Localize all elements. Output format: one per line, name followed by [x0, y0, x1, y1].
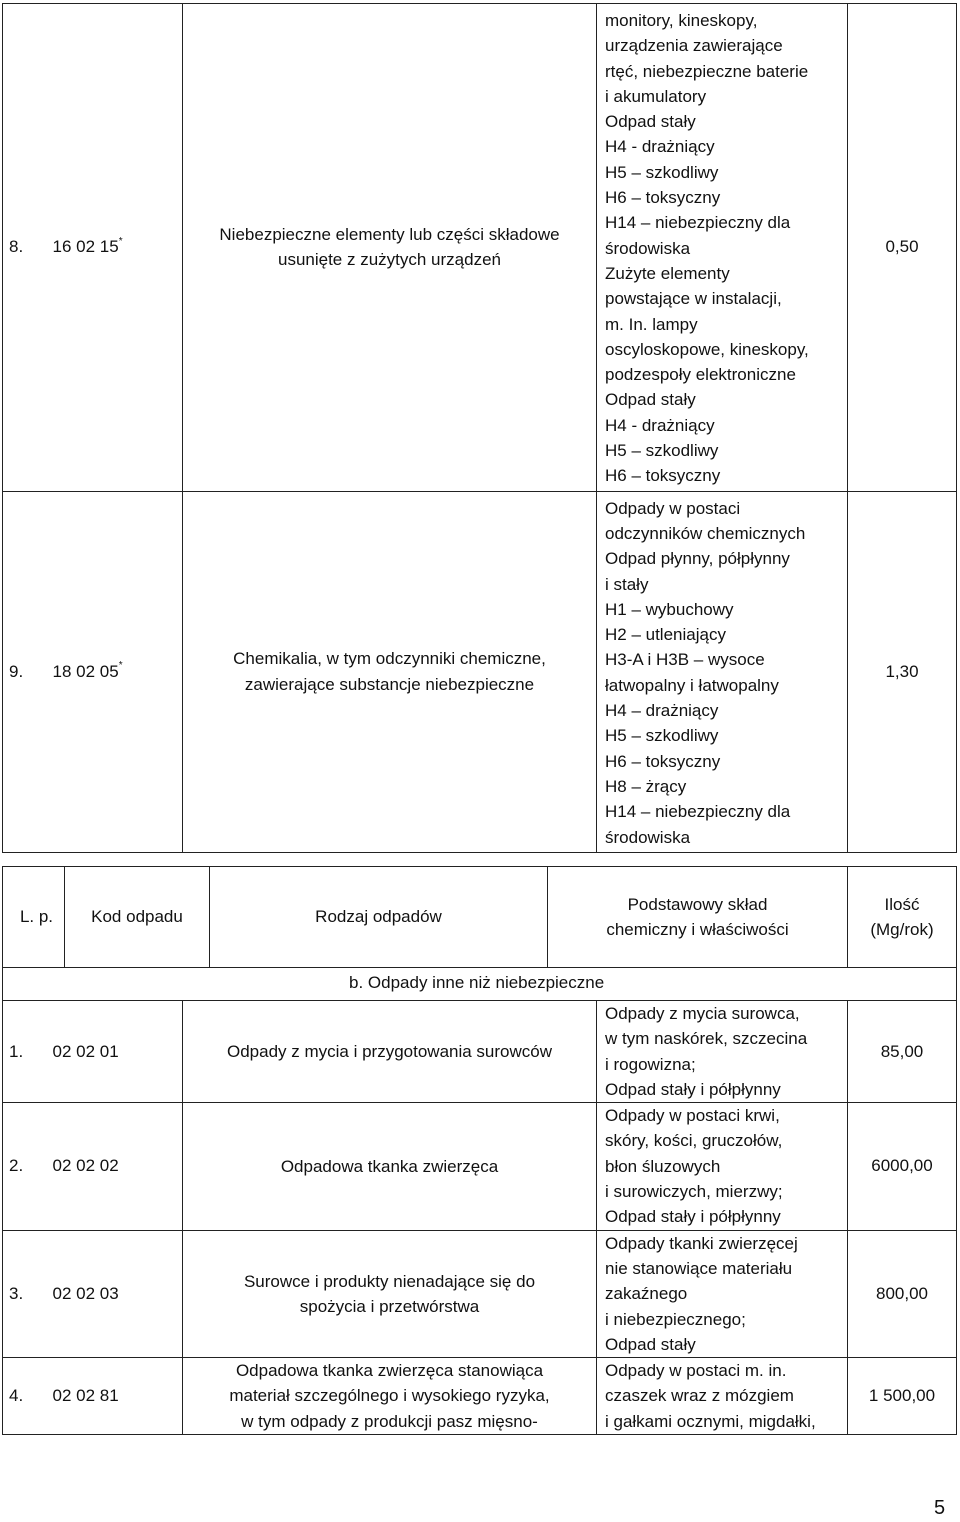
property-line: Odpad stały: [605, 112, 696, 132]
header-lp: L. p.: [3, 867, 65, 968]
property-line: Odpad stały i półpłynny: [605, 1207, 781, 1227]
hazardous-waste-table: [2, 3, 957, 853]
header-props-line: chemiczny i właściwości: [606, 920, 789, 939]
row-waste-type: [183, 1230, 597, 1357]
row-code: [49, 1001, 183, 1103]
property-line: rtęć, niebezpieczne baterie: [605, 61, 809, 81]
row-waste-type: [183, 1103, 597, 1230]
property-line: H3-A i H3B – wysoce: [605, 650, 765, 670]
row-properties: [597, 1230, 848, 1357]
property-line: Odpad stały: [605, 390, 696, 410]
row-quantity: 85,00: [848, 1001, 957, 1103]
property-line: i gałkami ocznymi, migdałki,: [605, 1411, 816, 1431]
property-line: powstające w instalacji,: [605, 289, 782, 309]
property-line: w tym naskórek, szczecina: [605, 1029, 808, 1049]
property-line: podzespoły elektroniczne: [605, 365, 796, 385]
property-line: czaszek wraz z mózgiem: [605, 1386, 794, 1406]
row-code: [49, 1230, 183, 1357]
property-line: Odpady w postaci m. in.: [605, 1361, 787, 1381]
waste-type-line: Niebezpieczne elementy lub części składowe: [219, 225, 560, 245]
property-line: H1 – wybuchowy: [605, 599, 734, 619]
row-lp: 1.: [3, 1001, 49, 1103]
property-line: Odpady w postaci krwi,: [605, 1106, 780, 1126]
property-line: H5 – szkodliwy: [605, 162, 719, 182]
property-line: Zużyte elementy: [605, 263, 730, 283]
header-qty-line: Ilość: [884, 894, 920, 914]
hazard-mark: *: [118, 235, 123, 247]
property-line: błon śluzowych: [605, 1156, 721, 1176]
table-row: [3, 1358, 957, 1435]
row-quantity: 0,50: [848, 4, 957, 492]
property-line: środowiska: [605, 827, 691, 847]
waste-type-line: Odpadowa tkanka zwierzęca stanowiąca: [235, 1361, 544, 1381]
property-line: odczynników chemicznych: [605, 523, 806, 543]
property-line: oscyloskopowe, kineskopy,: [605, 339, 809, 359]
row-waste-type: [183, 4, 597, 492]
waste-code: 18 02 05: [52, 661, 119, 681]
property-line: i niebezpiecznego;: [605, 1309, 746, 1329]
property-line: urządzenia zawierające: [605, 36, 783, 56]
row-lp: 9.: [3, 491, 49, 852]
waste-type-line: Chemikalia, w tym odczynniki chemiczne,: [233, 649, 546, 669]
property-line: Odpad stały i półpłynny: [605, 1079, 781, 1099]
waste-code: 16 02 15: [52, 237, 119, 257]
row-lp: 3.: [3, 1230, 49, 1357]
waste-code: 02 02 81: [52, 1386, 119, 1406]
table-row: [3, 4, 957, 492]
row-quantity: 6000,00: [848, 1103, 957, 1230]
property-line: i rogowizna;: [605, 1054, 696, 1074]
row-code: [49, 4, 183, 492]
non-hazardous-waste-table: [2, 966, 957, 1435]
property-line: skóry, kości, gruczołów,: [605, 1131, 783, 1151]
property-line: i surowiczych, mierzwy;: [605, 1182, 783, 1202]
header-qty-line: (Mg/rok): [870, 920, 934, 939]
property-line: Odpady z mycia surowca,: [605, 1004, 800, 1023]
property-line: H8 – żrący: [605, 776, 687, 796]
row-properties: [597, 1001, 848, 1103]
property-line: Odpad płynny, półpłynny: [605, 549, 790, 569]
waste-code: 02 02 02: [52, 1156, 119, 1176]
waste-code: 02 02 03: [52, 1283, 119, 1303]
property-line: H4 - drażniący: [605, 415, 715, 435]
property-line: H5 – szkodliwy: [605, 726, 719, 746]
property-line: nie stanowiące materiału: [605, 1258, 793, 1278]
page-number: 5: [934, 1497, 946, 1519]
table-row: [3, 1103, 957, 1230]
header-props: [548, 867, 848, 968]
waste-type-line: Odpadowa tkanka zwierzęca: [280, 1156, 499, 1176]
property-line: H6 – toksyczny: [605, 188, 721, 208]
row-waste-type: [183, 1001, 597, 1103]
row-lp: 8.: [3, 4, 49, 492]
row-lp: 4.: [3, 1358, 49, 1435]
table-row: [3, 491, 957, 852]
property-line: i akumulatory: [605, 86, 707, 106]
property-line: Odpady w postaci: [605, 498, 741, 518]
row-quantity: 800,00: [848, 1230, 957, 1357]
header-qty: [848, 867, 957, 968]
property-line: monitory, kineskopy,: [605, 11, 758, 30]
table-row: [3, 1001, 957, 1103]
row-code: [49, 491, 183, 852]
row-properties: [597, 491, 848, 852]
header-type: Rodzaj odpadów: [210, 867, 548, 968]
header-props-line: Podstawowy skład: [627, 894, 768, 914]
waste-type-line: Odpady z mycia i przygotowania surowców: [226, 1041, 553, 1061]
row-code: [49, 1103, 183, 1230]
property-line: Odpad stały: [605, 1334, 696, 1354]
waste-table-header: [2, 866, 957, 968]
property-line: H4 - drażniący: [605, 137, 715, 157]
property-line: H5 – szkodliwy: [605, 441, 719, 461]
section-title: b. Odpady inne niż niebezpieczne: [349, 973, 605, 992]
waste-type-line: usunięte z zużytych urządzeń: [277, 250, 501, 270]
waste-code: 02 02 01: [52, 1041, 119, 1061]
row-lp: 2.: [3, 1103, 49, 1230]
waste-type-line: zawierające substancje niebezpieczne: [244, 674, 535, 694]
table-row: [3, 1230, 957, 1357]
property-line: Odpady tkanki zwierzęcej: [605, 1233, 798, 1253]
row-properties: [597, 4, 848, 492]
waste-type-line: Surowce i produkty nienadające się do: [243, 1271, 536, 1291]
row-waste-type: [183, 491, 597, 852]
property-line: H14 – niebezpieczny dla: [605, 213, 791, 233]
waste-type-line: spożycia i przetwórstwa: [299, 1296, 480, 1316]
row-properties: [597, 1103, 848, 1230]
hazard-mark: *: [118, 660, 123, 672]
row-waste-type: [183, 1358, 597, 1435]
property-line: H14 – niebezpieczny dla: [605, 802, 791, 822]
header-code: Kod odpadu: [65, 867, 210, 968]
row-properties: [597, 1358, 848, 1435]
row-quantity: 1 500,00: [848, 1358, 957, 1435]
waste-type-line: materiał szczególnego i wysokiego ryzyka,: [229, 1386, 550, 1406]
property-line: łatwopalny i łatwopalny: [605, 675, 779, 695]
property-line: H2 – utleniający: [605, 625, 726, 645]
property-line: i stały: [605, 574, 649, 594]
property-line: m. In. lampy: [605, 314, 698, 334]
property-line: H6 – toksyczny: [605, 466, 721, 486]
waste-type-line: w tym odpady z produkcji pasz mięsno-: [241, 1411, 538, 1431]
property-line: środowiska: [605, 238, 691, 258]
property-line: zakaźnego: [605, 1284, 688, 1304]
property-line: H6 – toksyczny: [605, 751, 721, 771]
row-code: [49, 1358, 183, 1435]
property-line: H4 – drażniący: [605, 701, 719, 721]
row-quantity: 1,30: [848, 491, 957, 852]
